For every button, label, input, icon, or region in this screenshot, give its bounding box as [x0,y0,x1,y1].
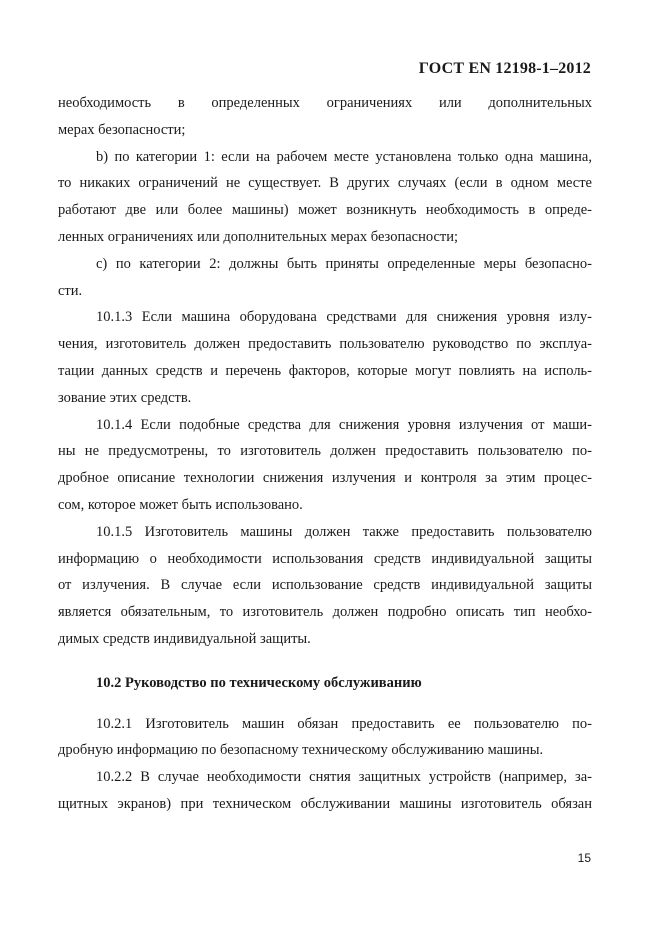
text-line: 10.1.3 Если машина оборудована средствами для снижения уровня излу- [96,309,592,326]
document-body [58,90,592,818]
text-line: дробное описание технологии снижения излучения и контроля за этим процес- [58,470,592,487]
text-line: необходимость в определенных ограничениях или дополнительных [58,95,592,111]
text-line: тации данных средств и перечень факторов, которые могут повлиять на исполь- [58,362,592,379]
text-line: работают две или более машины) может возникнуть необходимость в опреде- [58,202,592,219]
section-heading: 10.2 Руководство по техническому обслуживанию [96,674,422,691]
text-line: 10.1.5 Изготовитель машины должен также предоставить пользователю [96,523,592,540]
text-line: 10.2.1 Изготовитель машин обязан предоставить ее пользователю по- [96,715,592,732]
text-line: сти. [58,282,83,299]
text-line: чения, изготовитель должен предоставить пользователю руководство по эксплуа- [58,336,592,353]
text-line: является обязательным, то изготовитель должен подробно описать тип необхо- [58,604,592,621]
text-line: информацию о необходимости использования средств индивидуальной защиты [58,550,592,567]
text-line: щитных экранов) при техническом обслуживании машины изготовитель обязан [58,795,592,812]
text-line: c) по категории 2: должны быть приняты определенные меры безопасно- [96,255,592,272]
document-standard-header: ГОСТ EN 12198-1–2012 [418,60,591,77]
text-line: 10.1.4 Если подобные средства для снижения уровня излучения от маши- [96,416,592,433]
text-line: b) по категории 1: если на рабочем месте установлена только одна машина, [96,148,592,165]
text-line: сом, которое может быть использовано. [58,496,303,513]
text-line: 10.2.2 В случае необходимости снятия защитных устройств (например, за- [96,769,592,786]
text-line: то никаких ограничений не существует. В других случаях (если в одном месте [58,175,592,192]
text-line: мерах безопасности; [58,121,186,138]
text-line: дробную информацию по безопасному техническому обслуживанию машины. [58,742,544,759]
text-line: от излучения. В случае если использование средств индивидуальной защиты [58,577,592,594]
text-line: зование этих средств. [58,389,192,406]
text-line: димых средств индивидуальной защиты. [58,630,311,647]
page-number: 15 [577,851,591,865]
text-line: ленных ограничениях или дополнительных мерах безопасности; [58,228,459,245]
text-line: ны не предусмотрены, то изготовитель должен предоставить пользователю по- [58,443,592,460]
